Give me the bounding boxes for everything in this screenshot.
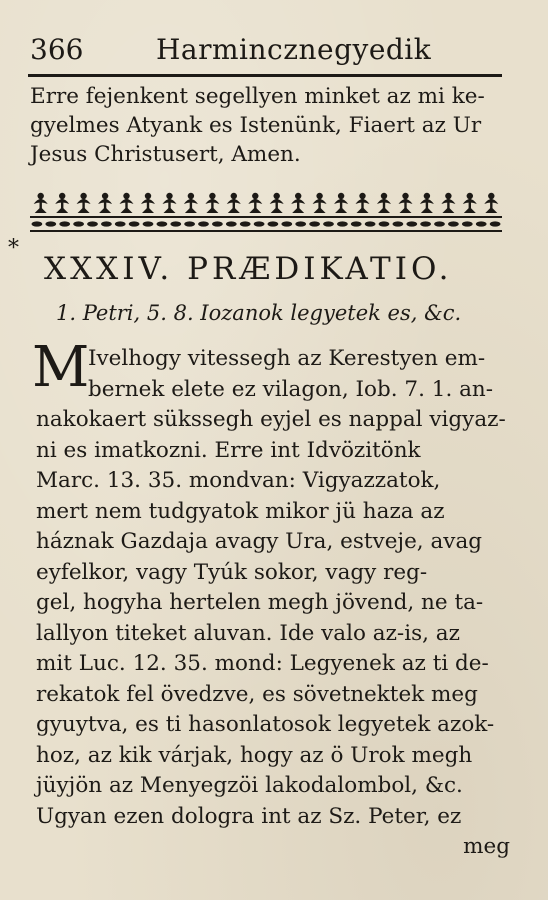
text-line: jüyjön az Menyegzöi lakodalombol, &c. [36, 773, 463, 798]
fleuron [141, 193, 155, 213]
bead [32, 221, 43, 226]
fleuron [399, 193, 413, 213]
text-line: rekatok fel övedzve, es sövetnektek meg [36, 681, 478, 707]
bead [448, 221, 459, 226]
bead [337, 221, 348, 226]
bead [254, 221, 265, 226]
bead [323, 221, 334, 226]
fleuron [55, 193, 69, 213]
fleuron [441, 193, 455, 213]
text-line: Erre fejenkent segellyen minket az mi ke- [30, 84, 485, 109]
fleuron [77, 193, 91, 213]
bead [170, 221, 181, 226]
fleuron [484, 193, 498, 213]
text-line: gyelmes Atyank es Istenünk, Fiaert az Ur [30, 113, 482, 138]
sermon-heading: XXXIV. PRÆDIKATIO. [44, 251, 453, 287]
fleuron [313, 193, 327, 213]
fleuron [184, 193, 198, 213]
text-line: Jesus Christusert, Amen. [30, 142, 301, 167]
fleuron [34, 193, 48, 213]
bead [129, 221, 140, 226]
text-line: gyuytva, es ti hasonlatosok legyetek azok- [36, 712, 495, 737]
running-title: Harmincznegyedik [156, 33, 432, 66]
text-line: Ivelhogy vitessegh az Kerestyen em- [88, 346, 486, 371]
bead [490, 221, 501, 226]
fleuron [163, 193, 177, 213]
bead [476, 221, 487, 226]
fleuron [98, 193, 112, 213]
sermon-body [36, 344, 514, 832]
bead [295, 221, 306, 226]
scripture-reference: 1. Petri, 5. 8. Iozanok legyetek es, &c. [56, 301, 462, 325]
text-line: hoz, az kik várjak, hogy az ö Urok megh [36, 742, 473, 768]
ornament-band [28, 190, 504, 236]
ornament-rule-top [30, 216, 502, 218]
fleuron [227, 193, 241, 213]
page-number: 366 [30, 33, 84, 66]
bead [240, 221, 251, 226]
bead [143, 221, 154, 226]
running-head [30, 30, 510, 70]
fleuron [377, 193, 391, 213]
bead [157, 221, 168, 226]
bead [59, 221, 70, 226]
previous-sermon-ending [30, 82, 508, 169]
fleuron [120, 193, 134, 213]
drop-initial: M [32, 335, 90, 400]
bead [198, 221, 209, 226]
ornament-rule-bottom [30, 230, 502, 232]
bead [434, 221, 445, 226]
fleuron [420, 193, 434, 213]
fleuron [356, 193, 370, 213]
bead-row [32, 221, 501, 226]
text-line: eyfelkor, vagy Tyúk sokor, vagy reg- [36, 559, 428, 585]
bead [184, 221, 195, 226]
catchword: meg [463, 834, 510, 859]
bead [115, 221, 126, 226]
text-line: Marc. 13. 35. mondvan: Vigyazzatok, [36, 468, 441, 493]
bead [420, 221, 431, 226]
text-line: lallyon titeket aluvan. Ide valo az-is, az [36, 620, 460, 646]
fleuron [205, 193, 219, 213]
bead [281, 221, 292, 226]
text-line: ni es imatkozni. Erre int Idvözitönk [36, 437, 421, 463]
marginal-mark: * [8, 236, 19, 261]
text-line: Ugyan ezen dologra int az Sz. Peter, ez [36, 803, 462, 829]
bead [406, 221, 417, 226]
bead [379, 221, 390, 226]
text-line: háznak Gazdaja avagy Ura, estveje, avag [36, 529, 483, 554]
bead [73, 221, 84, 226]
bead [351, 221, 362, 226]
fleuron [248, 193, 262, 213]
fleuron [334, 193, 348, 213]
text-line: mit Luc. 12. 35. mond: Legyenek az ti de- [36, 651, 489, 676]
bead [365, 221, 376, 226]
bead [268, 221, 279, 226]
fleuron-row [34, 193, 499, 213]
bead [101, 221, 112, 226]
header-rule [28, 74, 502, 77]
fleuron [270, 193, 284, 213]
text-line: bernek elete ez vilagon, Iob. 7. 1. an- [88, 376, 494, 402]
bead [462, 221, 473, 226]
text-line: mert nem tudgyatok mikor jü haza az [36, 498, 445, 524]
fleuron [463, 193, 477, 213]
bead [309, 221, 320, 226]
bead [212, 221, 223, 226]
text-line: nakokaert sükssegh eyjel es nappal vigyaz- [36, 407, 506, 432]
fleuron [291, 193, 305, 213]
bead [226, 221, 237, 226]
bead [45, 221, 56, 226]
text-line: gel, hogyha hertelen megh jövend, ne ta- [36, 590, 484, 615]
bead [393, 221, 404, 226]
bead [87, 221, 98, 226]
